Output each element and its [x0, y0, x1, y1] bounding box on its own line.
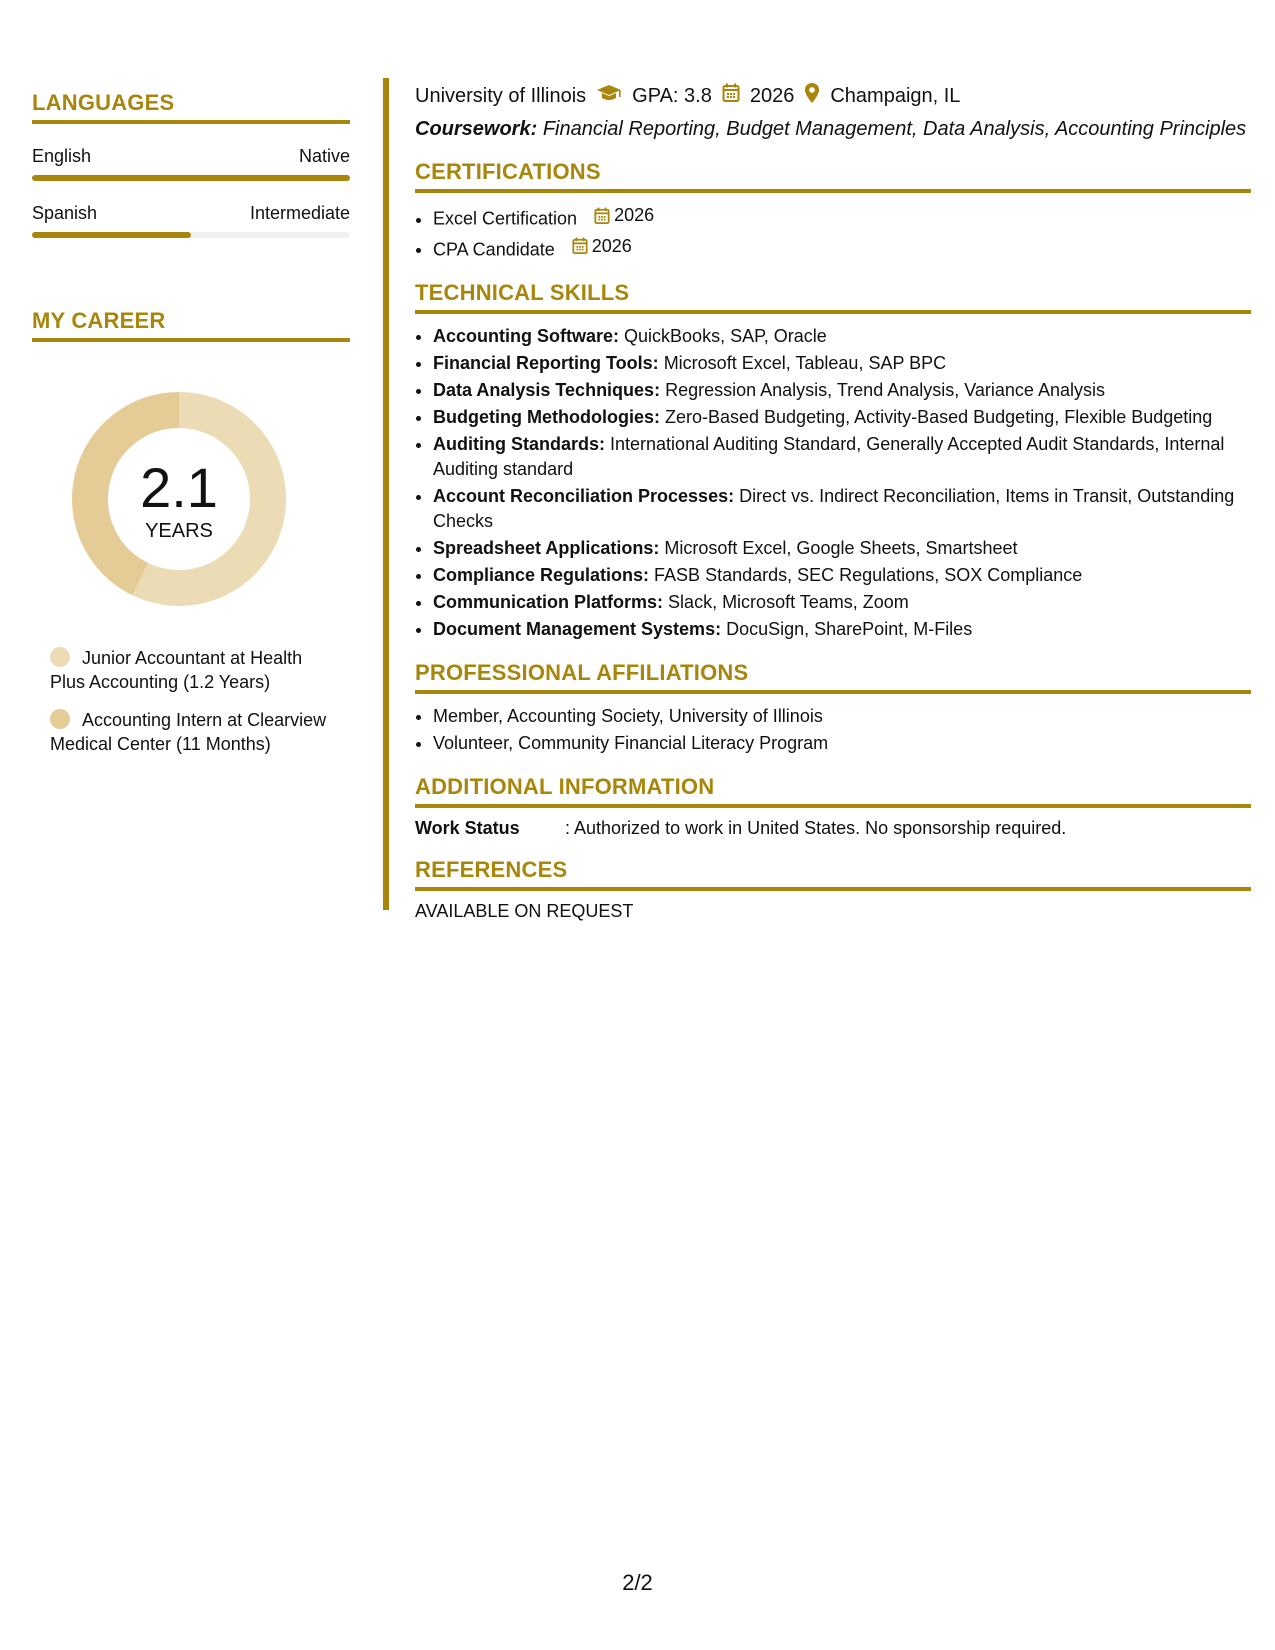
career-donut-chart: [66, 386, 292, 612]
skill-text: FASB Standards, SEC Regulations, SOX Compliance: [654, 565, 1083, 585]
skill-label: Compliance Regulations:: [433, 565, 650, 585]
certification-item: [433, 234, 1251, 263]
sidebar: [32, 90, 350, 770]
career-title: MY CAREER: [32, 308, 350, 342]
certifications-title: CERTIFICATIONS: [415, 159, 1251, 193]
coursework-label: Coursework:: [415, 118, 538, 140]
skill-label: Auditing Standards:: [433, 434, 605, 454]
work-status-row: [415, 818, 1251, 839]
skill-text: Regression Analysis, Trend Analysis, Variance Analysis: [665, 380, 1105, 400]
additional-info-section: [415, 774, 1251, 839]
language-level: Intermediate: [249, 203, 350, 223]
coursework: [415, 118, 1251, 141]
gpa: GPA: 3.8: [632, 84, 712, 107]
skill-label: Account Reconciliation Processes:: [433, 486, 735, 506]
education-line: [415, 82, 1251, 110]
language-name: English: [32, 146, 92, 166]
affiliations-section: [415, 660, 1251, 756]
certification-name: CPA Candidate: [433, 239, 555, 259]
career-legend-label: Junior Accountant at Health Plus Accounting (1.2 Years): [50, 648, 303, 692]
skill-label: Communication Platforms:: [433, 592, 664, 612]
certification-item: [433, 203, 1251, 232]
location-pin-icon: [804, 82, 820, 110]
main-column: [415, 82, 1251, 922]
certifications-list: [415, 203, 1251, 262]
skill-item: [433, 563, 1251, 588]
work-status-value: : Authorized to work in United States. No sponsorship required.: [565, 818, 1067, 838]
career-legend: [50, 646, 340, 756]
skill-label: Spreadsheet Applications:: [433, 538, 660, 558]
career-total-unit: YEARS: [145, 520, 213, 542]
languages-title: LANGUAGES: [32, 90, 350, 124]
calendar-icon: [594, 207, 610, 225]
school-name: University of Illinois: [415, 84, 587, 107]
skill-text: DocuSign, SharePoint, M-Files: [726, 619, 973, 639]
skill-label: Budgeting Methodologies:: [433, 407, 660, 427]
language-proficiency-bar: [32, 175, 350, 181]
skill-text: International Auditing Standard, Generally Accepted Audit Standards, Internal Auditing standard: [433, 434, 1225, 479]
legend-dot-icon: [50, 709, 70, 729]
career-total: [66, 456, 292, 543]
certification-year: 2026: [614, 205, 655, 225]
certification-name: Excel Certification: [433, 208, 578, 229]
coursework-text: Financial Reporting, Budget Management, Data Analysis, Accounting Principles: [542, 118, 1247, 140]
skill-label: Accounting Software:: [433, 326, 620, 346]
calendar-icon: [572, 237, 588, 255]
affiliations-title: PROFESSIONAL AFFILIATIONS: [415, 660, 1251, 694]
certification-year: 2026: [591, 235, 632, 256]
column-divider: [383, 78, 389, 910]
skill-item: [433, 536, 1251, 561]
skill-text: QuickBooks, SAP, Oracle: [624, 326, 827, 346]
language-proficiency-bar: [32, 232, 350, 238]
language-item: [32, 203, 350, 238]
skill-label: Financial Reporting Tools:: [433, 353, 659, 373]
skill-item: [433, 324, 1251, 349]
calendar-icon: [722, 83, 740, 109]
skill-item: [433, 405, 1251, 430]
affiliation-item: • Member, Accounting Society, University of Illinois: [433, 704, 1251, 729]
references-title: REFERENCES: [415, 857, 1251, 891]
affiliations-list: [415, 704, 1251, 756]
career-total-value: 2.1: [140, 456, 218, 519]
skill-text: Microsoft Excel, Google Sheets, Smartsheet: [664, 538, 1018, 558]
skill-item: [433, 432, 1251, 482]
references-section: [415, 857, 1251, 922]
skill-item: [433, 590, 1251, 615]
affiliation-item: • Volunteer, Community Financial Literacy Program: [433, 731, 1251, 756]
language-item: [32, 146, 350, 181]
skill-label: Data Analysis Techniques:: [433, 380, 661, 400]
skill-label: Document Management Systems:: [433, 619, 722, 639]
career-legend-item: [50, 646, 340, 694]
page-number: 2/2: [622, 1570, 653, 1595]
career-legend-item: [50, 708, 340, 756]
work-status-label: Work Status: [415, 818, 520, 838]
technical-skills-section: [415, 280, 1251, 642]
technical-skills-title: TECHNICAL SKILLS: [415, 280, 1251, 314]
additional-info-title: ADDITIONAL INFORMATION: [415, 774, 1251, 808]
language-level: Native: [298, 146, 350, 166]
language-proficiency-fill: [32, 175, 350, 181]
language-name: Spanish: [32, 203, 98, 223]
skill-item: [433, 378, 1251, 403]
skill-text: Microsoft Excel, Tableau, SAP BPC: [663, 353, 947, 373]
technical-skills-list: [415, 324, 1251, 642]
career-legend-label: Accounting Intern at Clearview Medical Center (11 Months): [50, 710, 327, 754]
references-text: AVAILABLE ON REQUEST: [415, 901, 634, 921]
skill-text: Direct vs. Indirect Reconciliation, Items in Transit, Outstanding Checks: [433, 486, 1235, 531]
graduation-cap-icon: [596, 83, 622, 109]
certifications-section: [415, 159, 1251, 262]
skill-text: Slack, Microsoft Teams, Zoom: [668, 592, 909, 612]
graduation-year: 2026: [749, 84, 795, 107]
skill-text: Zero-Based Budgeting, Activity-Based Budgeting, Flexible Budgeting: [664, 407, 1213, 427]
skill-item: [433, 351, 1251, 376]
legend-dot-icon: [50, 647, 70, 667]
language-proficiency-fill: [32, 232, 191, 238]
school-location: Champaign, IL: [830, 84, 961, 107]
skill-item: [433, 617, 1251, 642]
skill-item: [433, 484, 1251, 534]
